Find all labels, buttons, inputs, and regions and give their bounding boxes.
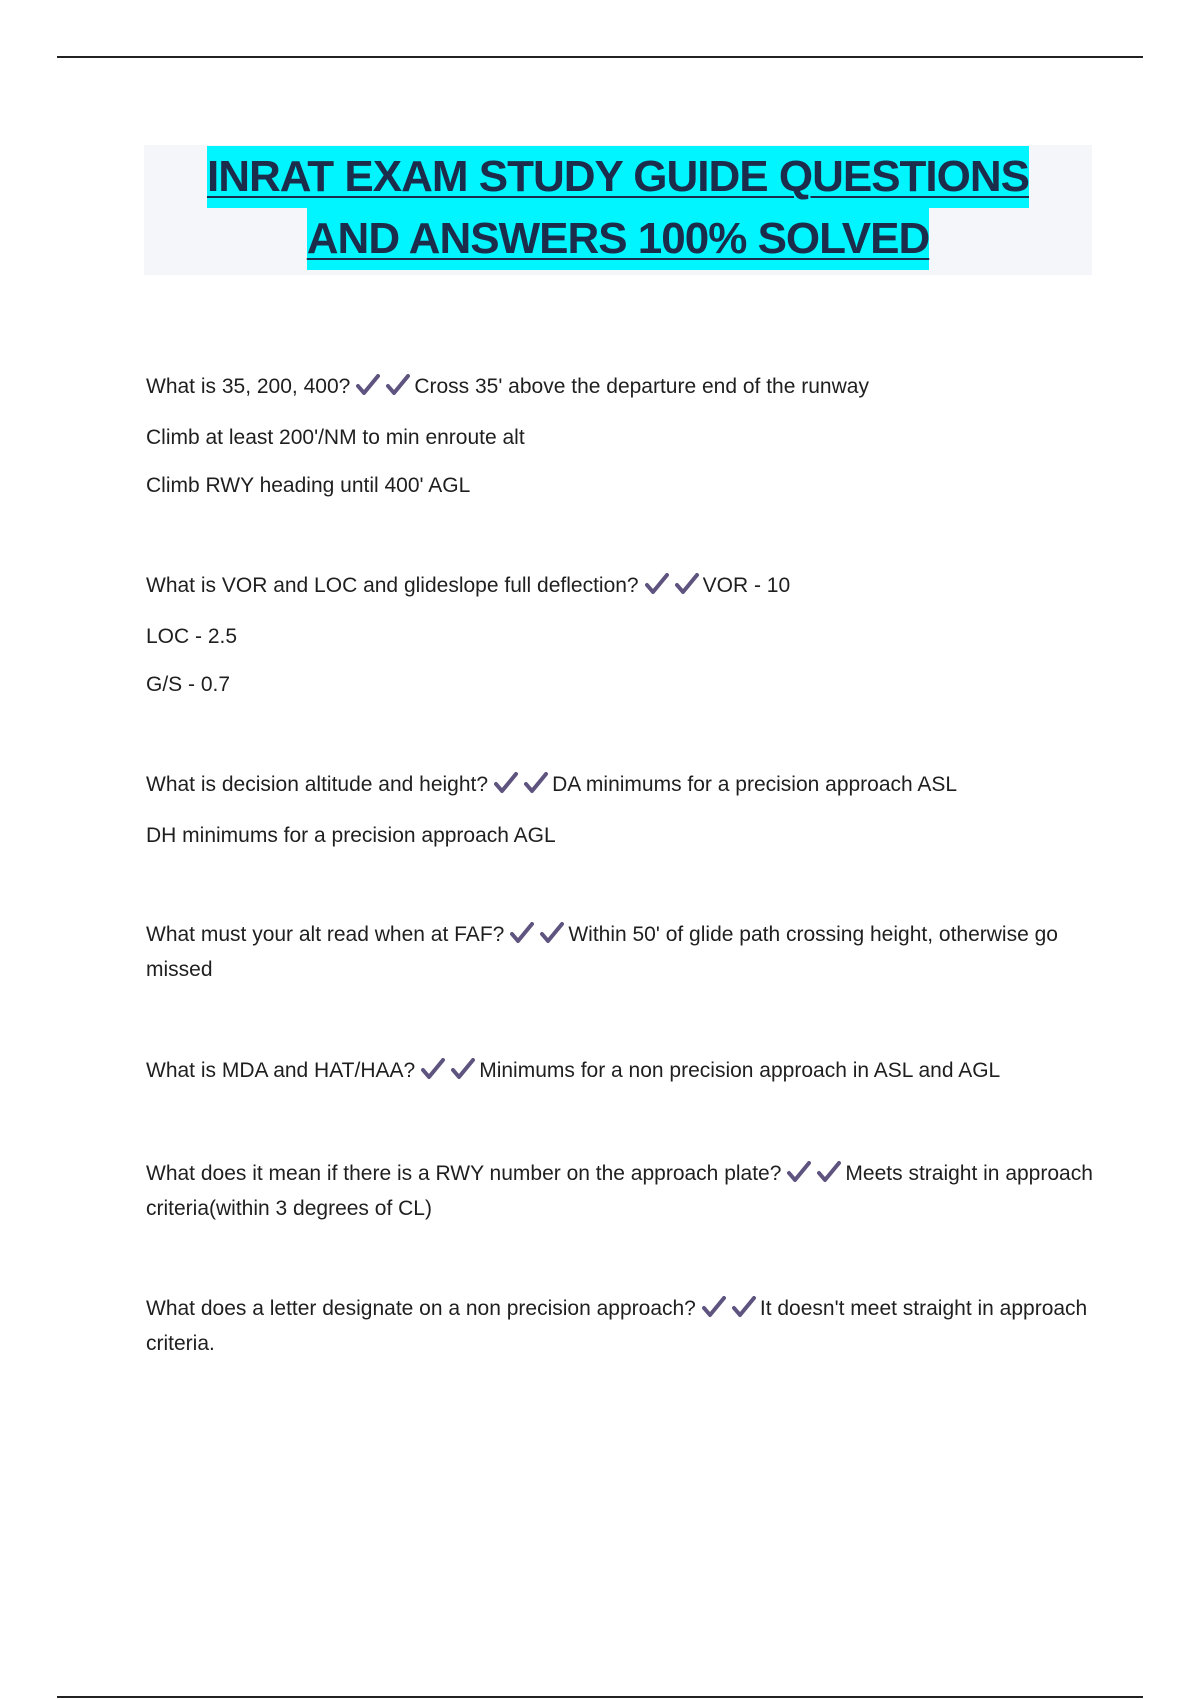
double-check-icon xyxy=(645,572,699,605)
document-title-box xyxy=(144,145,1092,275)
check-icon xyxy=(540,922,564,944)
check-icon xyxy=(421,1058,445,1080)
answer-text: DA minimums for a precision approach ASL xyxy=(552,773,958,796)
question-text: What does a letter designate on a non precision approach? xyxy=(146,1297,696,1320)
question-text: What is 35, 200, 400? xyxy=(146,375,351,398)
qa-item xyxy=(146,569,1096,701)
double-check-icon xyxy=(510,922,564,954)
top-divider xyxy=(57,56,1143,58)
check-icon xyxy=(787,1161,811,1183)
question-text: What does it mean if there is a RWY number on the approach plate? xyxy=(146,1162,782,1185)
qa-item xyxy=(146,1054,1096,1090)
document-title-line-1: INRAT EXAM STUDY GUIDE QUESTIONS xyxy=(207,146,1029,208)
answer-extra-line: LOC - 2.5 xyxy=(146,625,238,648)
document-title-line-2: AND ANSWERS 100% SOLVED xyxy=(307,208,929,270)
double-check-icon xyxy=(421,1057,475,1090)
question-text: What is VOR and LOC and glideslope full deflection? xyxy=(146,574,639,597)
check-icon xyxy=(356,374,380,396)
check-icon xyxy=(494,772,518,794)
answer-extra-line: DH minimums for a precision approach AGL xyxy=(146,824,556,847)
check-icon xyxy=(817,1161,841,1183)
qa-item xyxy=(146,1293,1096,1360)
check-icon xyxy=(645,573,669,595)
double-check-icon xyxy=(356,373,410,406)
bottom-divider xyxy=(57,1696,1143,1698)
check-icon xyxy=(524,772,548,794)
check-icon xyxy=(451,1058,475,1080)
question-text: What must your alt read when at FAF? xyxy=(146,923,505,946)
question-text: What is decision altitude and height? xyxy=(146,773,489,796)
answer-text: Minimums for a non precision approach in ASL and AGL xyxy=(479,1059,1001,1082)
answer-text: VOR - 10 xyxy=(702,574,791,597)
qa-item xyxy=(146,768,1096,852)
qa-item xyxy=(146,1158,1096,1225)
double-check-icon xyxy=(494,771,548,804)
qa-item xyxy=(146,370,1096,502)
double-check-icon xyxy=(787,1161,841,1193)
check-icon xyxy=(702,1296,726,1318)
double-check-icon xyxy=(702,1296,756,1328)
check-icon xyxy=(386,374,410,396)
answer-text: Within 50' of glide path crossing height, otherwise go missed xyxy=(146,923,1058,981)
check-icon xyxy=(675,573,699,595)
answer-extra-line: Climb RWY heading until 400' AGL xyxy=(146,474,471,497)
check-icon xyxy=(732,1296,756,1318)
answer-text: It doesn't meet straight in approach criteria. xyxy=(146,1297,1088,1355)
question-text: What is MDA and HAT/HAA? xyxy=(146,1059,416,1082)
answer-text: Meets straight in approach criteria(within 3 degrees of CL) xyxy=(146,1162,1093,1220)
check-icon xyxy=(510,922,534,944)
qa-list xyxy=(146,370,1096,1375)
answer-text: Cross 35' above the departure end of the runway xyxy=(414,375,869,398)
qa-item xyxy=(146,919,1096,986)
answer-extra-line: G/S - 0.7 xyxy=(146,673,231,696)
answer-extra-line: Climb at least 200'/NM to min enroute alt xyxy=(146,426,525,449)
